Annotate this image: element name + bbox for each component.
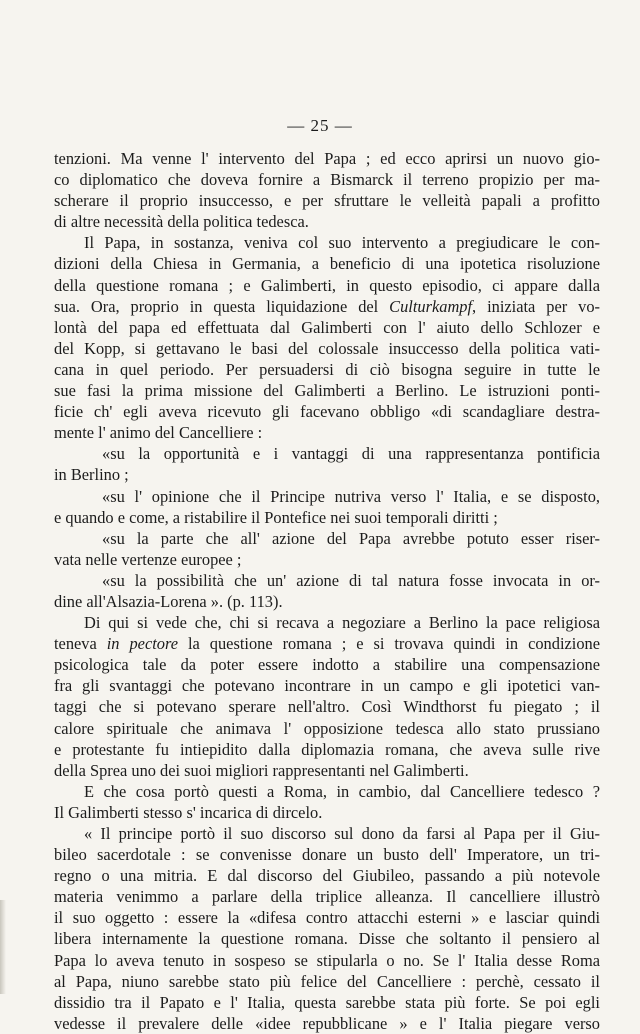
text-line: della Sprea uno dei suoi migliori rappresentanti nel Galimberti.: [54, 760, 469, 780]
text-line: libera internamente la questione romana. Disse che soltanto il pensiero al: [54, 929, 600, 949]
text-line: fra gli svantaggi che potevano incontrare in un campo e gli ipotetici van-: [54, 676, 600, 696]
text-line: tenzioni. Ma venne l' intervento del Papa ; ed ecco aprirsi un nuovo gio-: [54, 149, 600, 168]
text-line: psicologica tale da poter essere indotto a stabilire una compensazione: [54, 655, 600, 675]
text-line: e protestante fu intiepidito dalla diplomazia romana, che aveva sulle rive: [54, 739, 600, 759]
italic-term: Culturkampf: [389, 296, 473, 316]
page-number: — 25 —: [287, 116, 353, 135]
text-line: cana in quel periodo. Per persuadersi di ciò bisogna seguire in tutte le: [54, 359, 600, 379]
text-line: il suo oggetto : essere la «difesa contro attacchi esterni » e lasciar quindi: [54, 908, 600, 928]
text-line: in Berlino ;: [54, 465, 129, 485]
text-line: di altre necessità della politica tedesca.: [54, 212, 309, 232]
text-line: mente l' animo del Cancelliere :: [54, 423, 263, 443]
text-line: E che cosa portò questi a Roma, in cambio, dal Cancelliere tedesco ?: [84, 781, 600, 801]
text-line: lontà del papa ed effettuata dal Galimberti con l' aiuto dello Schlozer e: [54, 317, 600, 337]
text-line: dissidio tra il Papato e l' Italia, questa sarebbe stata più forte. Se poi egli: [54, 992, 600, 1012]
text-line: regno o una mitria. E dal discorso del Giubileo, passando a più notevole: [54, 866, 600, 886]
text-line: e quando e come, a ristabilire il Pontefice nei suoi temporali diritti ;: [54, 507, 498, 527]
text-line: Il Galimberti stesso s' incarica di dircelo.: [54, 802, 323, 822]
text-line: sua. Ora, proprio in questa liquidazione del Culturkampf, iniziata per vo-: [54, 296, 601, 316]
text-line: Papa lo aveva tenuto in sospeso se stipularla o no. Se l' Italia desse Roma: [54, 950, 600, 970]
text-line: co diplomatico che doveva fornire a Bismarck il terreno propizio per ma-: [54, 170, 600, 190]
text-line: dine all'Alsazia-Lorena ». (p. 113).: [54, 591, 283, 611]
text-line: Il Papa, in sostanza, veniva col suo intervento a pregiudicare le con-: [84, 233, 600, 253]
text-line: bileo sacerdotale : se convenisse donare un busto dell' Imperatore, un tri-: [54, 845, 600, 865]
text-line: del Kopp, si gettavano le basi del colossale insuccesso della politica vati-: [54, 338, 600, 358]
text-line: scherare il proprio insuccesso, e per sfruttare le velleità papali a profitto: [54, 191, 600, 211]
text-line: taggi che si potevano sperare nell'altro. Così Windthorst fu piegato ; il: [54, 697, 600, 717]
text-line: vedesse il prevalere delle «idee repubblicane » e l' Italia piegare verso: [54, 1013, 600, 1033]
text-line: dizioni della Chiesa in Germania, a beneficio di una ipotetica risoluzione: [54, 254, 600, 274]
text-line: «su la possibilità che un' azione di tal natura fosse invocata in or-: [102, 570, 600, 590]
text-line: «su l' opinione che il Principe nutriva verso l' Italia, e se disposto,: [102, 486, 600, 506]
text-line: materia venimmo a parlare della triplice alleanza. Il cancelliere illustrò: [54, 887, 600, 907]
text-line: al Papa, niuno sarebbe stato più felice del Cancelliere : perchè, cessato il: [54, 971, 600, 991]
text-line: Di qui si vede che, chi si recava a negoziare a Berlino la pace religiosa: [84, 613, 600, 633]
page-edge-shadow: [0, 900, 6, 994]
text-line: «su la opportunità e i vantaggi di una rappresentanza pontificia: [102, 444, 600, 464]
text-line: «su la parte che all' azione del Papa avrebbe potuto esser riser-: [102, 528, 600, 548]
text-line: calore spirituale che animava l' opposizione tedesca allo stato prussiano: [54, 718, 600, 738]
text-line: della questione romana ; e Galimberti, in questo episodio, ci appare dalla: [54, 275, 600, 295]
text-line: vata nelle vertenze europee ;: [54, 549, 242, 569]
text-line: « Il principe portò il suo discorso sul dono da farsi al Papa per il Giu-: [84, 824, 600, 843]
italic-term: in pectore: [106, 634, 179, 654]
text-line: ficie ch' egli aveva ricevuto gli facevano obbligo «di scandagliare destra-: [54, 402, 600, 422]
text-line: teneva in pectore la questione romana ; e si trovava quindi in condizione: [54, 634, 600, 654]
text-line: sue fasi la prima missione del Galimberti a Berlino. Le istruzioni ponti-: [54, 381, 600, 401]
body-text: [54, 148, 600, 1034]
